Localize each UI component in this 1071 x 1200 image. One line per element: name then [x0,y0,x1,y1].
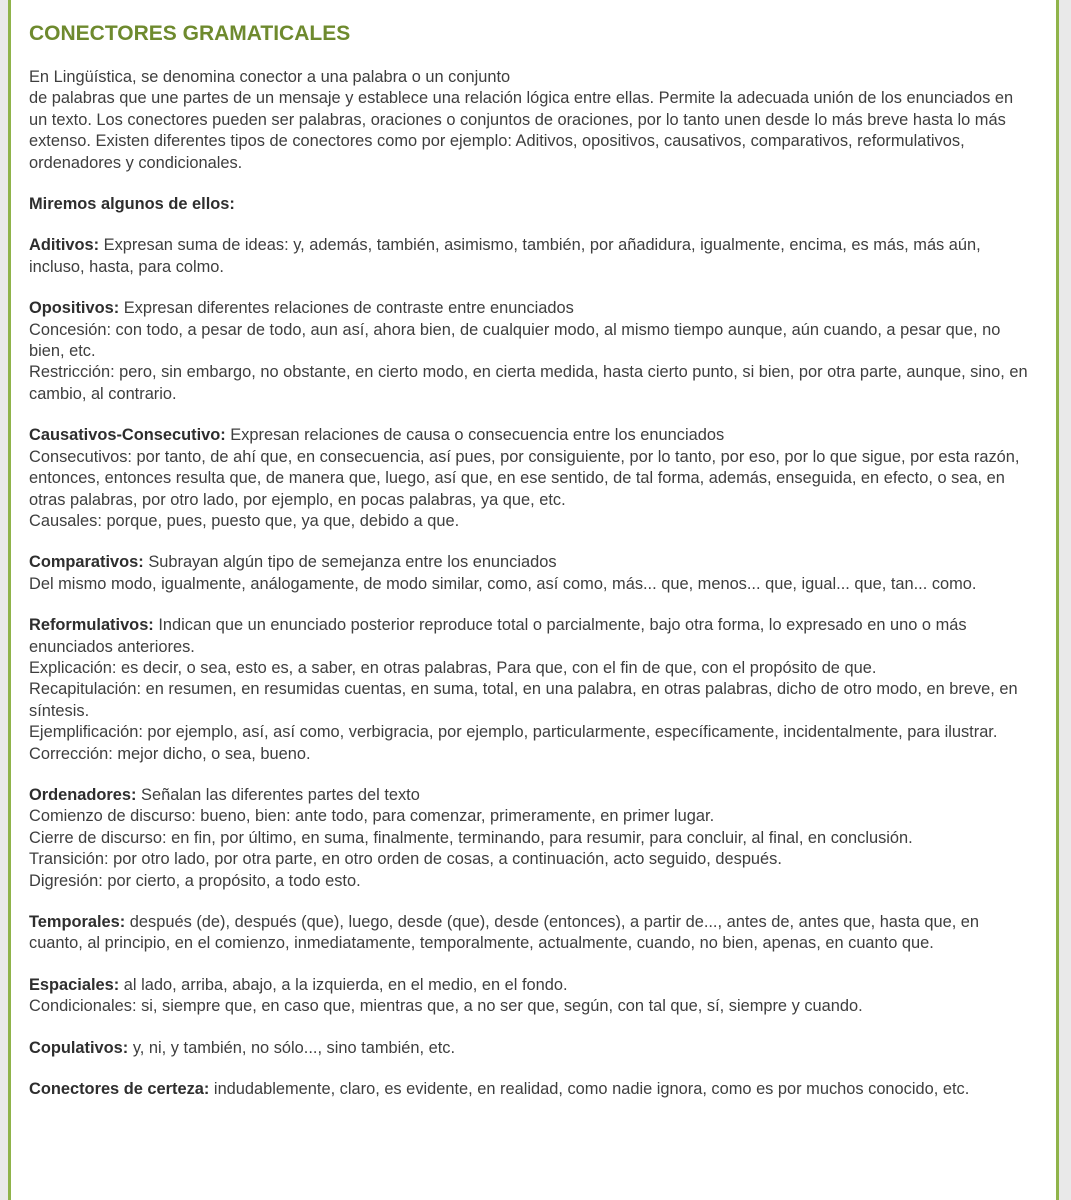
page-frame [8,0,1059,1200]
section-detail-line: Recapitulación: en resumen, en resumidas cuentas, en suma, total, en una palabra, en otras palabras, dicho de otro modo, en breve, en síntesis. [29,680,1018,720]
section-term: Espaciales: [29,975,120,994]
section-heading-line [29,785,1029,806]
intro-line: En Lingüística, se denomina conector a una palabra o un conjunto [29,68,511,86]
connector-section [29,975,1029,1018]
section-description: Expresan suma de ideas: y, además, también, asimismo, también, por añadidura, igualmente, encima, es más, más aún, incluso, hasta, para colmo. [29,236,981,276]
section-heading-line [29,235,1029,278]
section-detail-line: Cierre de discurso: en fin, por último, en suma, finalmente, terminando, para resumir, para concluir, al final, en conclusión. [29,828,913,847]
section-detail-line: Explicación: es decir, o sea, esto es, a saber, en otras palabras, Para que, con el fin de que, con el propósito de que. [29,658,877,677]
section-detail-line: Comienzo de discurso: bueno, bien: ante todo, para comenzar, primeramente, en primer lugar. [29,807,715,826]
section-description: Indican que un enunciado posterior reproduce total o parcialmente, bajo otra forma, lo expresado en uno o más enunciados anteriores. [29,616,967,656]
section-heading-line [29,975,1029,996]
section-term: Reformulativos: [29,616,154,635]
section-heading-line [29,1038,1029,1059]
section-detail-line: Corrección: mejor dicho, o sea, bueno. [29,744,311,763]
connector-section [29,1079,1029,1100]
section-heading-line [29,298,1029,319]
section-description: Expresan diferentes relaciones de contraste entre enunciados [119,299,574,318]
section-heading-line [29,425,1029,446]
section-term: Ordenadores: [29,785,137,804]
section-heading-line [29,912,1029,955]
connector-section [29,425,1029,532]
connector-section [29,235,1029,278]
article-content [29,20,1029,1120]
section-heading-line [29,1079,1029,1100]
section-description: Subrayan algún tipo de semejanza entre los enunciados [143,553,557,572]
intro-line: de palabras que une partes de un mensaje y establece una relación lógica entre ellas. Permite la adecuada unión de los enunciados en un texto. Los conectores pueden ser palabras, oraciones o conjuntos de oraciones, por lo tanto unen desde lo más breve hasta lo más extenso. Existen diferentes tipos de conectores como por ejemplo: Aditivos, opositivos, causativos, comparativos, reformulativos, ordenadores y condicionales. [29,89,1014,172]
section-heading-line [29,552,1029,573]
section-detail-line: Transición: por otro lado, por otra parte, en otro orden de cosas, a continuación, acto seguido, después. [29,850,782,869]
section-detail-line: Condicionales: si, siempre que, en caso que, mientras que, a no ser que, según, con tal que, sí, siempre y cuando. [29,997,863,1016]
section-term: Temporales: [29,913,126,931]
section-heading-line [29,615,1029,658]
section-detail-line: Restricción: pero, sin embargo, no obstante, en cierto modo, en cierta medida, hasta cierto punto, si bien, por otra parte, aunque, sino, en cambio, al contrario. [29,363,1028,403]
connector-section [29,785,1029,892]
connector-sections [29,235,1029,1100]
connector-section [29,298,1029,405]
section-term: Comparativos: [29,553,144,572]
section-term: Copulativos: [29,1038,129,1057]
section-detail-line: Causales: porque, pues, puesto que, ya que, debido a que. [29,511,460,530]
section-detail-line: Digresión: por cierto, a propósito, a todo esto. [29,871,361,890]
section-description: Señalan las diferentes partes del texto [136,785,420,804]
section-term: Opositivos: [29,299,120,318]
section-detail-line: Del mismo modo, igualmente, análogamente, de modo similar, como, así como, más... que, menos... que, igual... que, tan... como. [29,574,977,593]
section-description: al lado, arriba, abajo, a la izquierda, en el medio, en el fondo. [119,975,568,994]
connector-section [29,552,1029,595]
page-title: CONECTORES GRAMATICALES [29,22,351,45]
connector-section [29,912,1029,955]
intro-paragraph [29,67,1029,174]
section-detail-line: Consecutivos: por tanto, de ahí que, en consecuencia, así pues, por consiguiente, por lo tanto, por eso, por lo que sigue, por esta razón, entonces, entonces resulta que, de manera que, luego, así que, en ese sentido, de tal forma, además, enseguida, en efecto, o sea, en otras palabras, por otro lado, por ejemplo, en pocas palabras, ya que, etc. [29,447,1020,509]
section-detail-line: Concesión: con todo, a pesar de todo, aun así, ahora bien, de cualquier modo, al mismo tiempo aunque, aún cuando, a pesar que, no bien, etc. [29,320,1001,361]
section-detail-line: Ejemplificación: por ejemplo, así, así como, verbigracia, por ejemplo, particularmente, específicamente, incidentalmente, para ilustrar. [29,723,998,742]
section-description: indudablemente, claro, es evidente, en realidad, como nadie ignora, como es por muchos conocido, etc. [209,1080,970,1099]
section-term: Causativos-Consecutivo: [29,426,226,445]
section-term: Conectores de certeza: [29,1080,210,1099]
connector-section [29,1038,1029,1059]
section-description: después (de), después (que), luego, desde (que), desde (entonces), a partir de..., antes de, antes que, hasta que, en cuanto, al principio, en el comienzo, inmediatamente, temporalmente, actualmente, cuando, no bien, apenas, en cuanto que. [29,913,980,953]
section-term: Aditivos: [29,236,100,255]
section-description: Expresan relaciones de causa o consecuencia entre los enunciados [225,426,725,445]
subheading: Miremos algunos de ellos: [29,195,235,214]
subheading-block [29,194,1029,215]
connector-section [29,615,1029,765]
section-description: y, ni, y también, no sólo..., sino también, etc. [128,1038,456,1057]
